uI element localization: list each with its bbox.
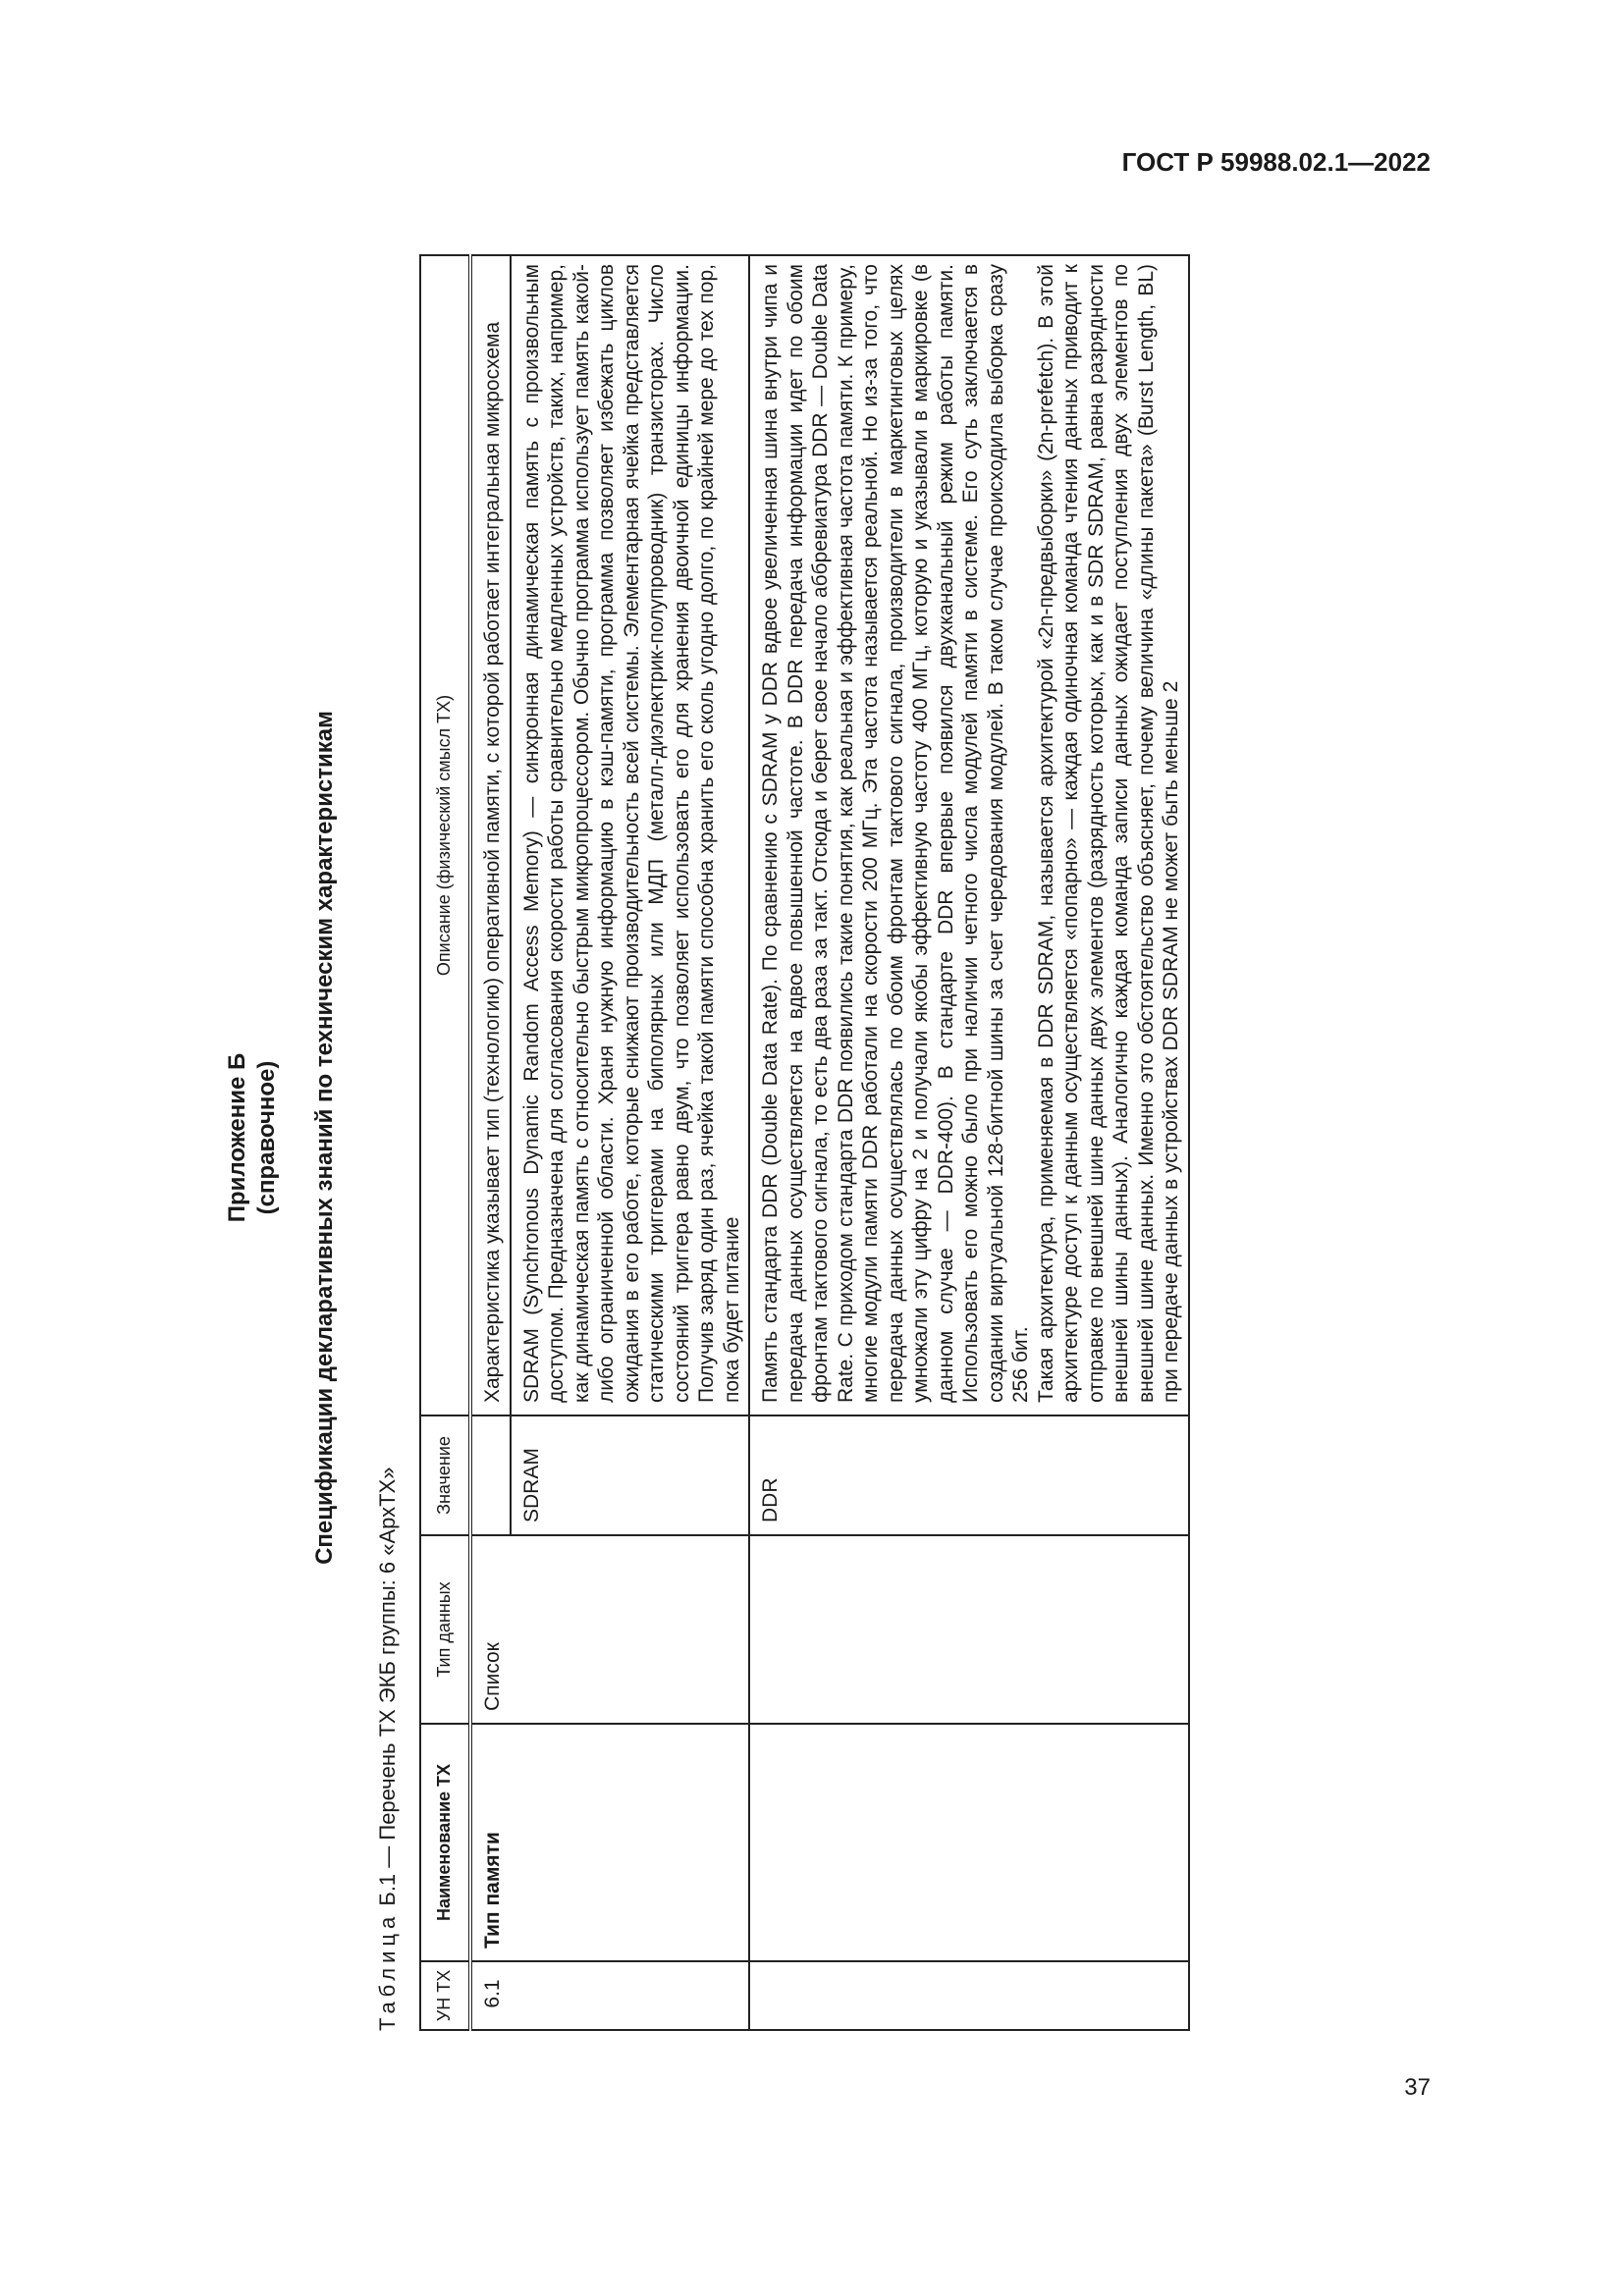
- row-name: Тип памяти: [470, 1724, 511, 1961]
- header-type: Тип данных: [420, 1535, 470, 1724]
- table-caption-text: Б.1 — Перечень ТХ ЭКБ группы: 6 «АрхТХ»: [375, 1467, 400, 1912]
- document-header: ГОСТ Р 59988.02.1—2022: [1121, 147, 1431, 177]
- table-row: [470, 255, 511, 2030]
- appendix-subtitle: (справочное): [253, 1060, 280, 1215]
- description-text: Память стандарта DDR (Double Data Rate). По сравнению с SDRAM у DDR вдвое увеличенная шина внутри чипа и передача данных осуществляется на вдвое повышенной частоте. В DDR передача информации идет по обоим фронтам тактового сигнала, то есть два раза за такт. Отсюда и берет свое начало аббревиатура DDR — Double Data Rate. С приходом стандарта DDR появились такие понятия, как реальная и эффективная частота памяти. К примеру, многие модули памяти DDR работали на скорости 200 МГц. Эта частота называется реальной. Но из-за того, что передача данных осуществлялась по обоим фронтам тактового сигнала, производители в маркетинговых целях умножали эту цифру на 2 и получали якобы эффективную частоту 400 МГц, которую и указывали в маркировке (в данном случае — DDR-400). В стандарте DDR впервые появился двухканальный режим работы памяти. Использовать его можно было при наличии четного числа модулей памяти в системе. Его суть заключается в создании виртуальной 128-битной шины за счет чередования модулей. В таком случае происходила выборка сразу 256 бит.: [759, 264, 1032, 1403]
- row-value: [470, 1415, 511, 1535]
- row-value: SDRAM: [511, 1415, 750, 1535]
- header-code: УН ТХ: [420, 1961, 470, 2030]
- row-type: Список: [470, 1535, 511, 1724]
- row-description: [749, 255, 1189, 1415]
- header-value: Значение: [420, 1415, 470, 1535]
- appendix-heading: [223, 205, 282, 2070]
- description-text: Характеристика указывает тип (технологию) оперативной памяти, с которой работает интегральная микросхема: [481, 321, 504, 1403]
- spec-title: Спецификации декларативных знаний по техническим характеристикам: [311, 711, 338, 1565]
- description-text: Такая архитектура, применяемая в DDR SDRAM, называется архитектурой «2n-предвыборки» (2n-prefetch). В этой архитектуре доступ к данным осуществляется «попарно» — каждая одиночная команда чтения данных приводит к отправке по внешней шине данных двух элементов (разрядность которых, как и в SDR SDRAM, равна разрядности внешней шины данных). Аналогично каждая команда записи данных ожидает поступления двух элементов по внешней шине данных. Именно это обстоятельство объясняет, почему величина «длины пакета» (Burst Length, BL) при передаче данных в устройствах DDR SDRAM не может быть меньше 2: [1034, 264, 1182, 1403]
- table-row: [749, 255, 1189, 2030]
- table-header-row: [420, 255, 470, 2030]
- rotated-content: [223, 205, 1401, 2070]
- page-number: 37: [1404, 2074, 1431, 2101]
- characteristics-table: [419, 254, 1190, 2031]
- row-name-empty: [749, 1724, 1189, 1961]
- row-type-empty: [511, 1535, 750, 1724]
- row-name-empty: [511, 1724, 750, 1961]
- row-type-empty: [749, 1535, 1189, 1724]
- table-row: [511, 255, 750, 2030]
- row-description: [511, 255, 750, 1415]
- row-code-empty: [511, 1961, 750, 2030]
- row-code-empty: [749, 1961, 1189, 2030]
- table-caption-prefix: Таблица: [375, 1911, 400, 2031]
- header-description: Описание (физический смысл ТХ): [420, 255, 470, 1415]
- header-name: Наименование ТХ: [420, 1724, 470, 1961]
- row-description: [470, 255, 511, 1415]
- table-caption: [375, 1468, 401, 2031]
- row-code: 6.1: [470, 1961, 511, 2030]
- row-value: DDR: [749, 1415, 1189, 1535]
- appendix-title: Приложение Б: [224, 1052, 250, 1223]
- description-text: SDRAM (Synchronous Dynamic Random Access Memory) — синхронная динамическая память с произвольным доступом. Предназначена для согласования скорости работы сравнительно медленных устройств, таких, например, как динамическая память с относительно быстрым микропроцессором. Обычно программа использует память какой-либо ограниченной области. Храня нужную информацию в кэш-памяти, программа позволяет избежать циклов ожидания в его работе, которые снижают производительность всей системы. Элементарная ячейка представляется статическими триггерами на биполярных или МДП (металл-диэлектрик-полупроводник) транзисторах. Число состояний триггера равно двум, что позволяет использовать его для хранения двоичной единицы информации. Получив заряд один раз, ячейка такой памяти способна хранить его сколь угодно долго, по крайней мере до тех пор, пока будет питание: [519, 264, 743, 1403]
